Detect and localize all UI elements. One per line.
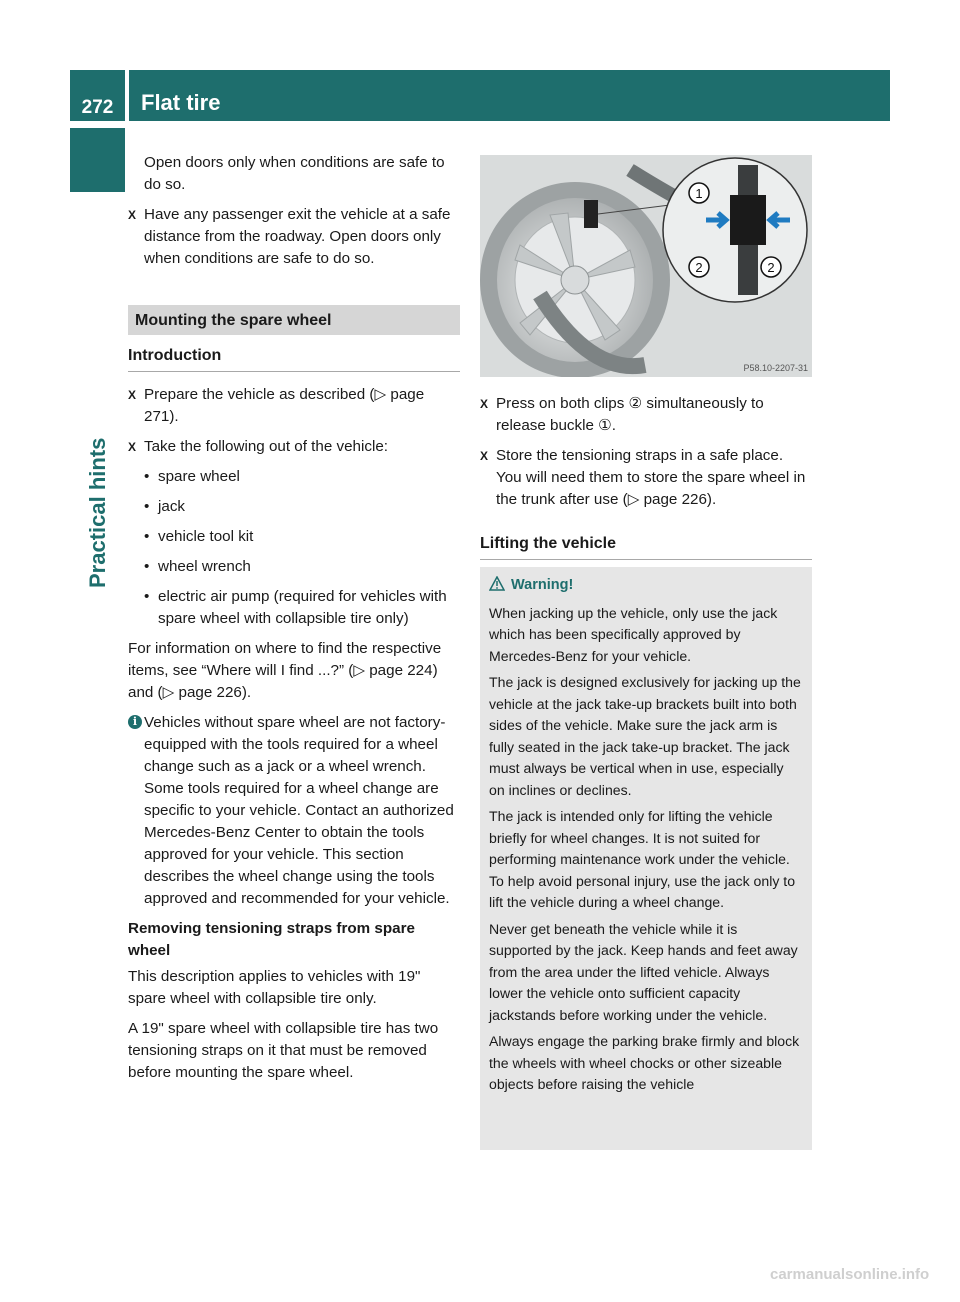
list-item: [128, 556, 460, 578]
lifting-heading: Lifting the vehicle: [480, 533, 812, 560]
list-item-text: wheel wrench: [158, 558, 251, 575]
wheel-hub: [561, 266, 589, 294]
warning-paragraph: Never get beneath the vehicle while it is supported by the jack. Keep hands and feet away from the area under the lifted vehicle. Always lower the vehicle onto sufficient capacity jackstands before working under the vehicle.: [489, 920, 798, 1023]
callout-1-label: 1: [695, 186, 703, 201]
sidebar-label: Practical hints: [85, 437, 110, 588]
step-bullet: [480, 393, 812, 437]
warning-box: [480, 567, 812, 1150]
find-info-paragraph: For information on where to find the respective items, see “Where will I find ...?” (▷ page 224) and (▷ page 226).: [128, 640, 442, 701]
removing-paragraph-1: This description applies to vehicles with 19" spare wheel with collapsible tire only.: [128, 968, 421, 1007]
strap-buckle: [730, 195, 766, 245]
step-marker-icon: X: [480, 397, 489, 411]
warning-paragraph: Always engage the parking brake firmly and block the wheels with wheel chocks or other sizeable objects before raising the vehicle: [489, 1033, 800, 1092]
step-text: Take the following out of the vehicle:: [144, 438, 388, 455]
info-icon: i: [128, 715, 142, 729]
subheading-introduction: Introduction: [128, 345, 460, 372]
callout-2-label-left: 2: [695, 260, 703, 275]
warning-paragraph: When jacking up the vehicle, only use the jack which has been specifically approved by Mercedes-Benz for your vehicle.: [489, 604, 778, 664]
sidebar-tab: [70, 128, 125, 192]
warning-triangle-icon: [489, 576, 505, 591]
removing-straps-heading: Removing tensioning straps from spare wheel: [128, 920, 415, 959]
list-item: [128, 466, 460, 488]
list-item-text: jack: [158, 498, 186, 515]
warning-paragraph: The jack is intended only for lifting the vehicle briefly for wheel changes. It is not suited for performing maintenance work under the vehicle. To help avoid personal injury, use the jack only to lift the vehicle during a wheel change.: [489, 808, 796, 910]
step-marker-icon: X: [128, 208, 137, 222]
removing-paragraph-2: A 19" spare wheel with collapsible tire has two tensioning straps on it that must be removed before mounting the spare wheel.: [128, 1020, 439, 1081]
callout-2-label-right: 2: [767, 260, 775, 275]
step-text: Have any passenger exit the vehicle at a safe distance from the roadway. Open doors only when conditions are safe to do so.: [144, 206, 451, 267]
section-title-text: Mounting the spare wheel: [135, 312, 332, 329]
info-note-text: Vehicles without spare wheel are not factory-equipped with the tools required for a wheel change such as a jack or a wheel wrench. Some tools required for a wheel change are specific to your vehicle. Contact an authorized Mercedes-Benz Center to obtain the tools approved for your vehicle. This section describes the wheel change using the tools approved and recommended for your vehicle.: [144, 714, 454, 907]
bullet-dot-icon: •: [144, 558, 150, 575]
figure-caption: P58.10-2207-31: [743, 363, 808, 373]
strap-buckle-small: [584, 200, 598, 228]
page-number: 272: [70, 70, 125, 121]
spare-wheel-illustration: [480, 155, 812, 377]
list-item-text: electric air pump (required for vehicles with spare wheel with collapsible tire only): [158, 588, 447, 627]
step-bullet: [128, 384, 460, 428]
bullet-dot-icon: •: [144, 498, 150, 515]
step-marker-icon: X: [128, 440, 137, 454]
left-column: [128, 152, 460, 1092]
warning-title: [511, 575, 803, 597]
step-text: Store the tensioning straps in a safe place. You will need them to store the spare wheel in the trunk after use (▷ page 226).: [496, 447, 806, 508]
bullet-dot-icon: •: [144, 528, 150, 545]
warning-paragraph: The jack is designed exclusively for jacking up the vehicle at the jack take-up brackets built into both sides of the vehicle. Make sure the jack arm is fully seated in the jack take-up bracket. The jack must always be vertical when in use, especially on inclines or declines.: [489, 674, 801, 798]
step-marker-icon: X: [480, 449, 489, 463]
footer-watermark[interactable]: carmanualsonline.info: [770, 1266, 930, 1283]
page-title: Flat tire: [129, 70, 890, 121]
right-column: [480, 393, 812, 560]
warning-title-text: Warning!: [511, 577, 574, 593]
list-item-text: spare wheel: [158, 468, 240, 485]
intro-line: Open doors only when conditions are safe to do so.: [144, 154, 445, 193]
step-bullet: [128, 204, 460, 270]
step-text: Press on both clips ② simultaneously to release buckle ①.: [496, 395, 764, 434]
bullet-dot-icon: •: [144, 468, 150, 485]
bullet-dot-icon: •: [144, 588, 150, 605]
list-item: [128, 586, 460, 630]
step-bullet: [128, 436, 460, 458]
spare-wheel-figure: [480, 155, 812, 377]
list-item-text: vehicle tool kit: [158, 528, 254, 545]
step-text: Prepare the vehicle as described (▷ page 271).: [144, 386, 425, 425]
step-bullet: [480, 445, 812, 511]
list-item: [128, 496, 460, 518]
info-note: [128, 712, 460, 910]
list-item: [128, 526, 460, 548]
section-title: [128, 305, 460, 335]
step-marker-icon: X: [128, 388, 137, 402]
